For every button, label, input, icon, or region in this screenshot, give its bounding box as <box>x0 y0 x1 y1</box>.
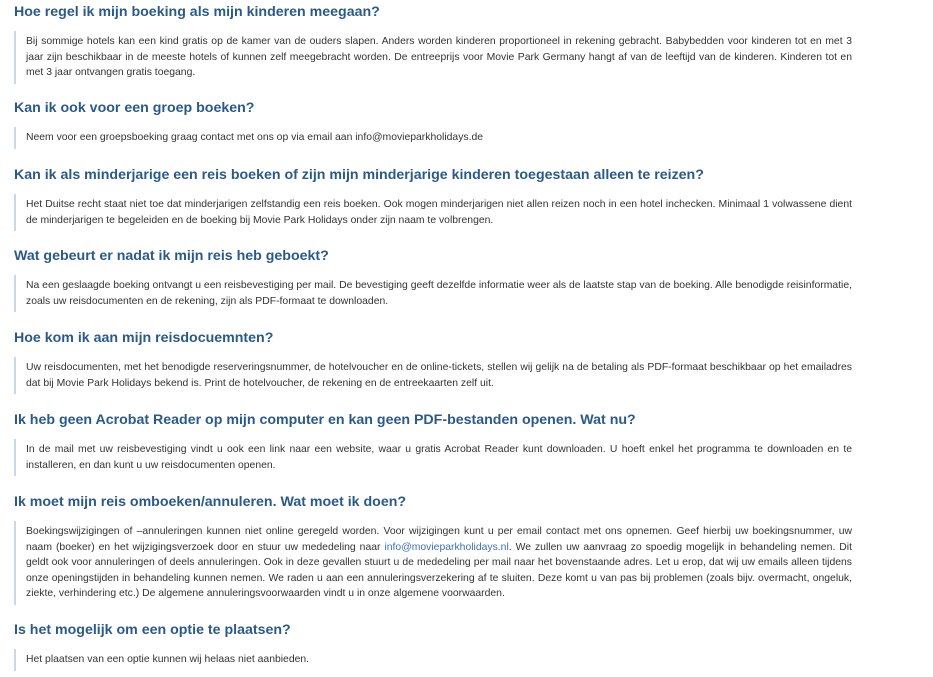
faq-answer: Bij sommige hotels kan een kind gratis op de kamer van de ouders slapen. Anders worden kinderen proportioneel in rekening gebracht. Babybedden voor kinderen tot en met 3 jaar zijn beschikbaar in de meeste hotels of kunnen zelf meegebracht worden. De entreeprijs voor Movie Park Germany hangt af van de leeftijd van de kinderen. Kinderen tot en met 3 jaar ontvangen gratis toegang. <box>14 31 852 84</box>
faq-question: Hoe regel ik mijn boeking als mijn kinderen meegaan? <box>14 4 380 20</box>
faq-answer-text: Boekingswijzigingen of –annuleringen kunnen niet online geregeld worden. Voor wijzigingen kunt u per email contact met ons opnemen. Geef hierbij uw boekingsnummer, uw naam (boeker) en het wijzigingsverzoek door en stuur uw mededeling naar <box>26 526 852 553</box>
faq-item-children <box>14 3 852 84</box>
faq-item-rebook-cancel <box>14 493 852 605</box>
faq-item-group-booking <box>14 99 852 149</box>
faq-question: Ik heb geen Acrobat Reader op mijn computer en kan geen PDF-bestanden openen. Wat nu? <box>14 412 636 428</box>
faq-answer <box>14 521 852 605</box>
faq-item-option <box>14 621 852 671</box>
faq-question: Hoe kom ik aan mijn reisdocuemnten? <box>14 330 274 346</box>
faq-item-travel-documents <box>14 329 852 394</box>
faq-answer-text: . We zullen uw aanvraag zo spoedig mogelijk in behandeling nemen. Dit geldt ook voor annuleringen of deels annuleringen. Ook in deze gevallen stuurt u de mededeling per mail naar het bovenstaande adres. Let u erop, dat wij uw emails alleen tijdens onze openingstijden in behandeling kunnen nemen. We raden u aan een annuleringsverzekering af te sluiten. Deze komt u van pas bij problemen (zoals bijv. overmacht, ongeluk, ziekte, verhindering etc.) De algemene annuleringsvoorwaarden vindt u in onze algemene voorwaarden. <box>26 541 853 600</box>
faq-question: Ik moet mijn reis omboeken/annuleren. Wat moet ik doen? <box>14 494 407 510</box>
faq-question: Is het mogelijk om een optie te plaatsen? <box>14 622 291 638</box>
faq-answer: Het Duitse recht staat niet toe dat minderjarigen zelfstandig een reis boeken. Ook mogen minderjarigen niet allen reizen noch in een hotel inchecken. Minimaal 1 volwassene dient de minderjarigen te begeleiden en de boeking bij Movie Park Holidays onder zijn naam te volbrengen. <box>14 194 852 231</box>
faq-question: Wat gebeurt er nadat ik mijn reis heb geboekt? <box>14 248 329 264</box>
faq-answer: In de mail met uw reisbevestiging vindt u ook een link naar een website, waar u gratis Acrobat Reader kunt downloaden. U hoeft enkel het programma te downloaden en te installeren, en dan kunt u uw reisdocumenten openen. <box>14 439 852 476</box>
email-link[interactable]: info@movieparkholidays.nl <box>384 541 509 553</box>
faq-answer: Uw reisdocumenten, met het benodigde reserveringsnummer, de hotelvoucher en de online-tickets, stellen wij gelijk na de betaling als PDF-formaat beschikbaar op het emailadres dat bij Movie Park Holidays bekend is. Print de hotelvoucher, de rekening en de entreekaarten zelf uit. <box>14 357 852 394</box>
faq-answer: Na een geslaagde boeking ontvangt u een reisbevestiging per mail. De bevestiging geeft dezelfde informatie weer als de laatste stap van de boeking. Alle benodigde reisinformatie, zoals uw reisdocumenten en de rekening, zijn als PDF-formaat te downloaden. <box>14 275 852 312</box>
faq-item-acrobat-reader <box>14 411 852 476</box>
faq-question: Kan ik ook voor een groep boeken? <box>14 100 255 116</box>
faq-question: Kan ik als minderjarige een reis boeken of zijn mijn minderjarige kinderen toegestaan alleen te reizen? <box>14 167 704 183</box>
faq-answer: Neem voor een groepsboeking graag contact met ons op via email aan info@movieparkholidays.de <box>14 127 852 149</box>
faq-item-minors <box>14 166 852 231</box>
faq-item-after-booking <box>14 247 852 312</box>
faq-answer: Het plaatsen van een optie kunnen wij helaas niet aanbieden. <box>14 649 852 671</box>
